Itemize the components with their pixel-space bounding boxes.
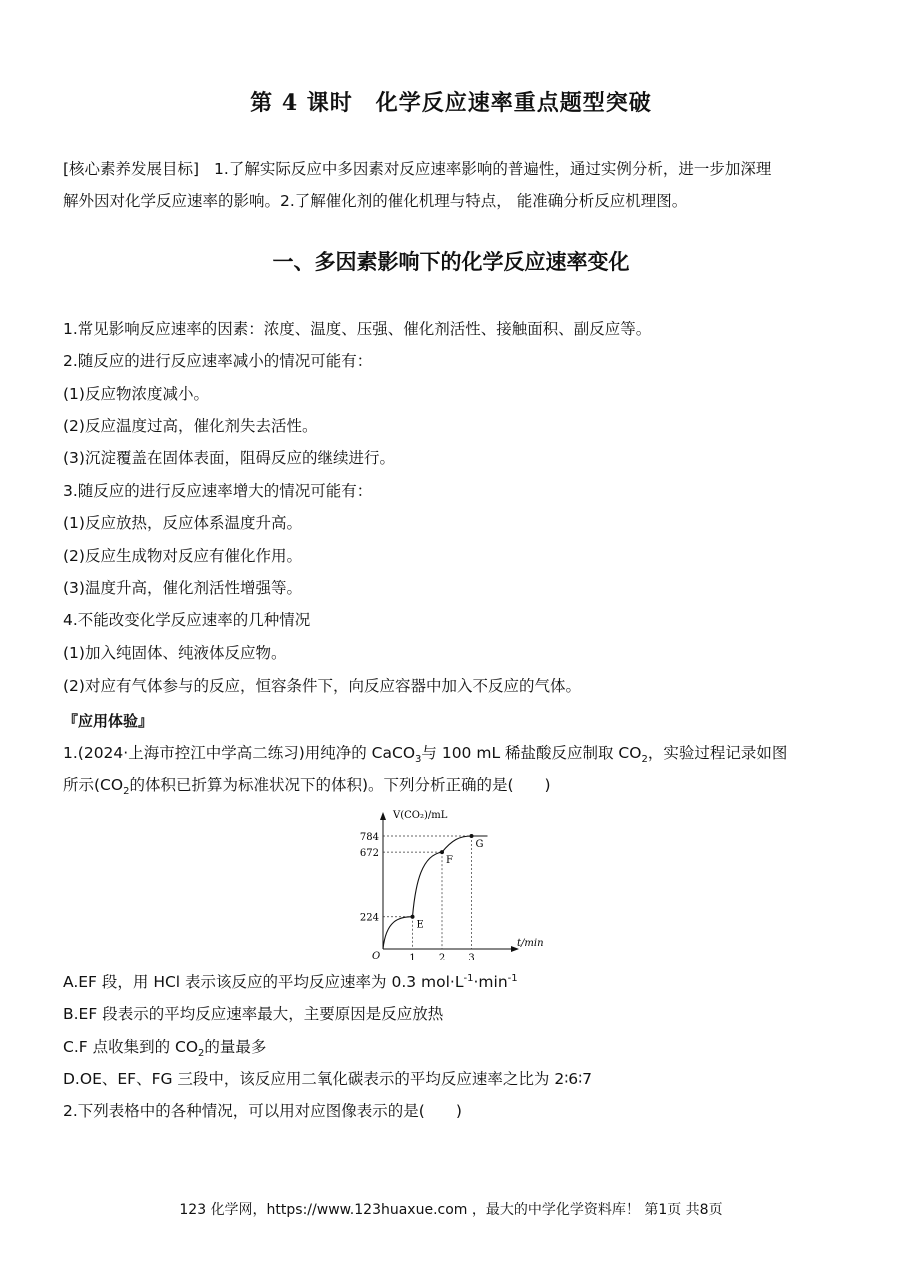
point-G <box>470 834 474 838</box>
goals-line-1 <box>63 159 771 179</box>
chart-layer <box>360 810 544 960</box>
x-tick-1: 1 <box>409 953 416 960</box>
x-tick-3: 3 <box>468 953 475 960</box>
x-tick-2: 2 <box>438 953 446 960</box>
goals-line-2: 解外因对化学反应速率的影响。2.了解催化剂的催化机理与特点， 能准确分析反应机理图。 <box>63 192 688 210</box>
point-label-G: G <box>475 839 484 850</box>
point-E <box>411 915 415 919</box>
y-axis-arrow <box>380 812 386 820</box>
x-axis-label: t/min <box>517 938 544 949</box>
page-title: 第 4 课时 化学反应速率重点题型突破 <box>250 90 652 116</box>
point-4-2: (2)对应有气体参与的反应，恒容条件下，向反应容器中加入不反应的气体。 <box>63 677 581 695</box>
co2-volume-chart <box>360 800 550 960</box>
goals-text-1: 1.了解实际反应中多因素对反应速率影响的普遍性，通过实例分析，进一步加深理 <box>214 160 772 178</box>
point-2: 2.随反应的进行反应速率减小的情况可能有： <box>63 352 373 370</box>
point-3-1: (1)反应放热，反应体系温度升高。 <box>63 514 302 532</box>
point-2-2: (2)反应温度过高，催化剂失去活性。 <box>63 417 318 435</box>
point-F <box>440 850 444 854</box>
q1-option-d[interactable]: D.OE、EF、FG 三段中，该反应用二氧化碳表示的平均反应速率之比为 2∶6∶7 <box>63 1070 592 1088</box>
page-footer: 123 化学网，https://www.123huaxue.com ，最大的中学化学资料库！ 第1页 共8页 <box>179 1202 723 1218</box>
q1-line-1: 1.(2024·上海市控江中学高二练习)用纯净的 CaCO$_3$与 100 mL 稀盐酸反应制取 $CO_2$，实验过程记录如图 <box>63 744 788 766</box>
y-tick-672: 672 <box>360 848 379 860</box>
q2-stem: 2.下列表格中的各种情况，可以用对应图像表示的是( ) <box>63 1102 462 1120</box>
point-label-E: E <box>416 919 424 931</box>
q1-option-c[interactable]: C.F 点收集到的 $CO_2$的量最多 <box>63 1038 267 1060</box>
goals-tag: [核心素养发展目标] <box>63 160 200 178</box>
section-heading: 一、多因素影响下的化学反应速率变化 <box>272 250 630 274</box>
y-tick-224: 224 <box>360 912 379 924</box>
point-4: 4.不能改变化学反应速率的几种情况 <box>63 611 311 629</box>
point-label-F: F <box>446 855 453 867</box>
origin-label: O <box>372 951 381 960</box>
point-3-3: (3)温度升高，催化剂活性增强等。 <box>63 579 302 597</box>
y-axis-label: V(CO₂)/mL <box>393 810 448 821</box>
point-1: 1.常见影响反应速率的因素：浓度、温度、压强、催化剂活性、接触面积、副反应等。 <box>63 320 652 338</box>
point-3-2: (2)反应生成物对反应有催化作用。 <box>63 547 302 565</box>
point-2-3: (3)沉淀覆盖在固体表面，阻碍反应的继续进行。 <box>63 449 395 467</box>
q1-option-a[interactable]: A.EF 段，用 HCl 表示该反应的平均反应速率为 0.3 $mol\cdot L^{-1}\cdot\min^{-1}$ <box>63 972 518 991</box>
y-tick-784: 784 <box>360 832 379 843</box>
point-4-1: (1)加入纯固体、纯液体反应物。 <box>63 644 287 662</box>
apply-label: 『应用体验』 <box>63 712 154 730</box>
q1-line-2: 所示($CO_2$的体积已折算为标准状况下的体积)。下列分析正确的是( ) <box>63 776 551 798</box>
point-3: 3.随反应的进行反应速率增大的情况可能有： <box>63 482 373 500</box>
q1-option-b[interactable]: B.EF 段表示的平均反应速率最大，主要原因是反应放热 <box>63 1005 444 1023</box>
point-2-1: (1)反应物浓度减小。 <box>63 385 209 403</box>
